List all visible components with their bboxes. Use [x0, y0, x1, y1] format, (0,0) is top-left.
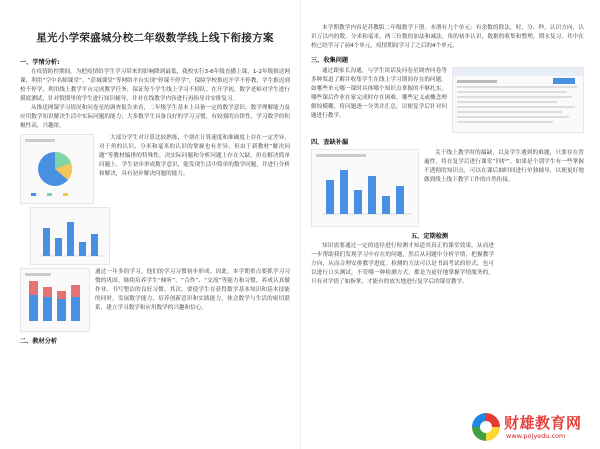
questionnaire-screenshot-image: [452, 67, 584, 133]
section-heading-collect: 三、收集问题: [311, 57, 349, 64]
watermark-url: www.pojyedu.com: [506, 432, 566, 440]
logo-icon: [472, 413, 500, 441]
figure-row-4: [311, 149, 584, 227]
paragraph: 在疫情防控期间，为把疫情给学生学习带来的影响降到最低，我校实行3-6年级直播上课，1-2年级推送网课，利用“空中名师课堂”、“彭城课堂”等网络平台实现“停课不停学”，保障学校推迟开学不停教，学生推迟到校不停学，利用线上教学平台完成教学任务，保证每个学生线上学习不掉队。在开学初，数学老师对学生进行摸底测试，针对假期里的学生进行知识辅导，并对在线教学内容进行再指导并安排复习。: [20, 69, 290, 102]
section-heading-situation: 一、学情分析:: [20, 59, 60, 66]
paragraph: 通过一年多的学习，他们的学习习惯初步形成。因此，本学期重点要抓学习习惯的巩固、继续培养学生“倾听”、“合作”、“交流”等能力和习惯，养成认真做作业、书写整洁的良好习惯。其次，要使学生在获得数学基本知识和基本技能的同时，发展数学能力，培养创新意识和实践能力，体会数学与生活的密切联系，建立学习数学和应用数学的兴趣和信心。: [95, 269, 290, 311]
watermark-name: 财雄教育网: [504, 414, 582, 432]
paragraph: 本学期教学内容是苏教版二年级数学下册。本册有九个单元：有余数的除法，时、分、秒，认识方向，认识万以内的数，分米和毫米，两三位数的加法和减法，角的初步认识，数据的收集和整理，期末复习。其中在校已经学习了前4个单元，疫情期间学习了之后的4个单元。: [311, 25, 584, 49]
paragraph: 关于线上教学时的漏缺，以及学生遇到的难题，只要存在普遍性，将在复学后进行课堂“回炉”。如果是个别学生有一些掌握不透彻的知识点，可以在课后抽时间进行单独辅导，以便更好地做到线上线下教学工作的自然衔接。: [424, 150, 584, 183]
section-heading-materials: 二、教材分析: [20, 338, 58, 345]
figure-row-1: [20, 134, 290, 204]
right-page: [300, 0, 600, 449]
survey-bar-chart-image: [30, 207, 110, 265]
paragraph: 知识需要通过一定的途径进行检测才知道其真正的课堂效果，从而进一步帮助我们发现学习中存在的问题，然后从问题中分析学情，把握教学方向，从而合理安排教学进度。检测的方法可以是书面考试的形式，也可以进行口头测试，不管哪一种检测方式，都是为更好地掌握学情服务的，只有对学情了如指掌，才能有的放矢地进行复学后的课堂教学。: [311, 243, 494, 285]
site-watermark-logo: [472, 411, 590, 445]
section-heading-fill: 四、查缺补漏: [311, 139, 349, 146]
paragraph: 从推送网课学习情况和问卷星的调查报告来看，二年级学生基本上具备一定的数学意识、数学理解能力及应用数学知识解决生活中实际问题的能力；大多数学生具备良好的学习习惯，有较强的自律性，学习数学的积极性高，兴趣浓。: [20, 105, 290, 129]
paragraph: 大部分学生对计算比较熟练，个别在计算速度和准确度上存在一定差异，对于角的认识、分米和毫米的认识的掌握也有差异，但由于新教材“解决问题”等教材编排的特殊性，决实际问题和分析问题上存在欠缺，但在解决简单问题上，学生初步形成数学意识，能发现生活中简单的数学问题，并进行分析和解决，具有初步解决问题的能力。: [99, 135, 290, 177]
survey-stacked-bar-image: [20, 268, 90, 332]
paragraph: 通过跟家长沟通，与学生谈话及问卷星调查问卷等多种渠道了解并收集学生在线上学习期间存在的问题。如哪些单元哪一课时具体哪个知识点掌握的不够扎实，哪些课后作业在家完成时存在困难，哪些定义或概念理解较模糊，将问题逐一分类并汇总，以便复学后针对问题进行教学。: [311, 68, 447, 119]
figure-row-3: [311, 67, 584, 133]
figure-row-2: [20, 268, 290, 332]
error-statistics-image: [311, 149, 419, 227]
survey-pie-chart-image: [20, 134, 94, 204]
document-title: 星光小学荣盛城分校二年级数学线上线下衔接方案: [36, 32, 274, 44]
section-heading-test: 五、定期检测: [411, 233, 449, 240]
